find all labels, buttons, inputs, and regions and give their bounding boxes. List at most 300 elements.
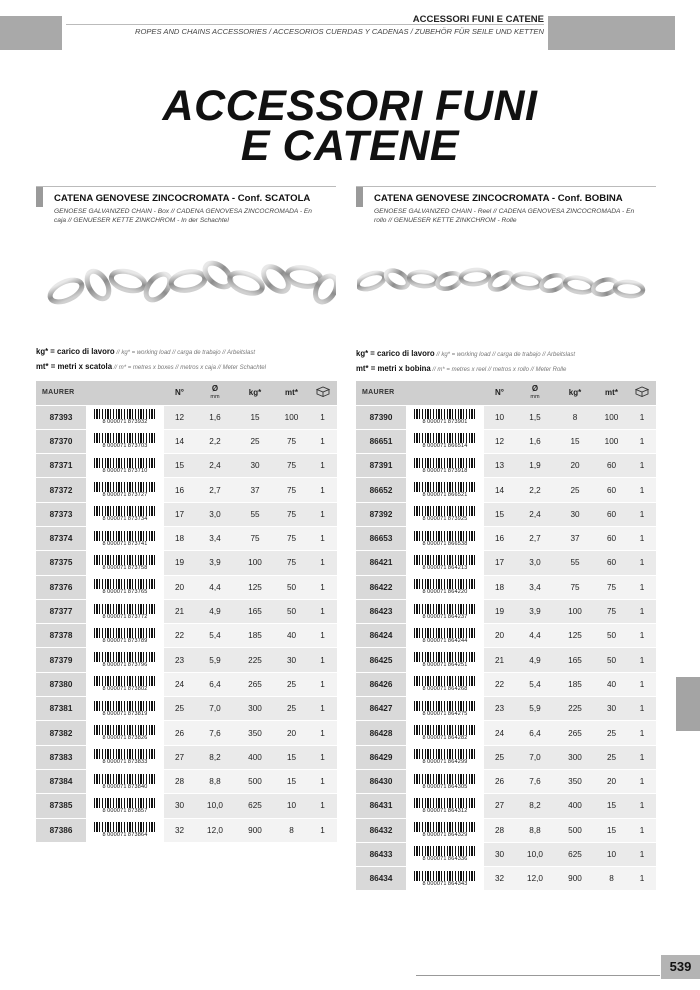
chain-number: 16 [164,478,195,502]
chain-number: 22 [484,672,515,696]
barcode-cell [86,526,164,550]
barcode-cell [86,624,164,648]
legend-kg-translation: // kg* = working load // carga de trabajo // Arbeitslast [114,350,256,356]
working-load-kg: 15 [555,429,595,453]
pack-quantity: 1 [308,818,337,842]
chain-number: 12 [164,405,195,429]
chain-image-reel [357,255,653,311]
diameter-mm: 10,0 [195,794,235,818]
chain-number: 21 [164,599,195,623]
table-row [356,842,656,866]
length-metres: 75 [275,551,308,575]
length-metres: 15 [595,818,628,842]
chain-number: 17 [484,551,515,575]
chain-number: 32 [484,867,515,891]
pack-quantity: 1 [628,478,656,502]
barcode-image [94,531,156,541]
chain-number: 12 [484,429,515,453]
barcode-cell [86,721,164,745]
article-code: 86424 [356,624,406,648]
table-row [356,478,656,502]
barcode-image [414,409,476,419]
legend-box [36,345,266,375]
barcode-cell [406,575,484,599]
table-row [356,551,656,575]
brand-logo: MAURER [362,389,395,397]
barcode-number: 8 000071 873833 [102,759,148,766]
article-code: 87385 [36,794,86,818]
barcode-number: 8 000071 873901 [422,419,468,426]
pack-quantity: 1 [308,721,337,745]
chain-number: 23 [164,648,195,672]
pack-quantity: 1 [628,575,656,599]
barcode-cell [406,769,484,793]
barcode-image [414,676,476,686]
col-load: kg* [555,381,595,405]
section-reel-head [356,186,656,207]
barcode-cell [406,551,484,575]
length-metres: 50 [595,648,628,672]
barcode-cell [406,721,484,745]
working-load-kg: 400 [555,794,595,818]
article-code: 86426 [356,672,406,696]
article-code: 86427 [356,697,406,721]
legend-mt-label: mt* = metri x scatola [36,362,113,371]
barcode-image [94,579,156,589]
pack-quantity: 1 [628,599,656,623]
col-diameter [515,381,555,405]
diameter-mm: 1,5 [515,405,555,429]
barcode-number: 8 000071 873796 [102,662,148,669]
chain-number: 25 [164,697,195,721]
diameter-mm: 12,0 [195,818,235,842]
length-metres: 40 [595,672,628,696]
pack-quantity: 1 [308,697,337,721]
length-metres: 75 [275,454,308,478]
barcode-image [94,701,156,711]
table-row [36,526,337,550]
diameter-mm: 7,6 [195,721,235,745]
diameter-mm: 5,4 [195,624,235,648]
chain-number: 30 [484,842,515,866]
pack-quantity: 1 [628,405,656,429]
pack-quantity: 1 [628,526,656,550]
table-row [36,648,337,672]
barcode-image [414,725,476,735]
chain-number: 32 [164,818,195,842]
length-metres: 15 [595,794,628,818]
diameter-mm: 4,9 [195,599,235,623]
length-metres: 8 [595,867,628,891]
pack-quantity: 1 [628,721,656,745]
table-row [356,454,656,478]
table-row [36,818,337,842]
pack-quantity: 1 [308,454,337,478]
table-row [356,794,656,818]
working-load-kg: 125 [555,624,595,648]
diameter-mm: 3,0 [515,551,555,575]
chain-number: 27 [484,794,515,818]
article-code: 86432 [356,818,406,842]
article-code: 86653 [356,526,406,550]
diameter-mm: 5,4 [515,672,555,696]
barcode-cell [86,599,164,623]
barcode-cell [86,575,164,599]
barcode-number: 8 000071 864268 [422,686,468,693]
barcode-number: 8 000071 873864 [102,832,148,839]
barcode-image [414,774,476,784]
table-row [36,478,337,502]
working-load-kg: 30 [555,502,595,526]
chain-number: 28 [484,818,515,842]
barcode-cell [86,551,164,575]
barcode-image [94,555,156,565]
article-code: 87391 [356,454,406,478]
barcode-number: 8 000071 873840 [102,783,148,790]
table-row [36,769,337,793]
barcode-number: 8 000071 873789 [102,637,148,644]
chain-number: 15 [484,502,515,526]
barcode-image [94,628,156,638]
product-table-box [36,381,337,843]
length-metres: 75 [275,526,308,550]
article-code: 87383 [36,745,86,769]
pack-quantity: 1 [308,502,337,526]
working-load-kg: 100 [235,551,275,575]
working-load-kg: 55 [555,551,595,575]
barcode-number: 8 000071 864299 [422,759,468,766]
barcode-cell [86,697,164,721]
barcode-image [414,531,476,541]
barcode-number: 8 000071 864312 [422,807,468,814]
barcode-number: 8 000071 866538 [422,540,468,547]
brand-logo: MAURER [42,389,75,397]
barcode-image [414,822,476,832]
diameter-mm: 6,4 [515,721,555,745]
chain-number: 13 [484,454,515,478]
article-code: 87381 [36,697,86,721]
legend-reel [356,347,575,377]
pack-quantity: 1 [308,551,337,575]
diameter-mm: 7,0 [195,697,235,721]
chain-number: 23 [484,697,515,721]
barcode-cell [406,599,484,623]
article-code: 87376 [36,575,86,599]
table-row [36,575,337,599]
diameter-mm: 1,6 [515,429,555,453]
barcode-number: 8 000071 864282 [422,735,468,741]
diameter-mm: 1,9 [515,454,555,478]
length-metres: 50 [275,599,308,623]
chain-number: 21 [484,648,515,672]
barcode-cell [86,429,164,453]
barcode-cell [86,794,164,818]
article-code: 86421 [356,551,406,575]
article-code: 86652 [356,478,406,502]
barcode-image [94,774,156,784]
length-metres: 75 [275,502,308,526]
page-title-line2: E CATENE [240,122,460,170]
legend-kg-label: kg* = carico di lavoro [356,349,435,358]
table-row [356,575,656,599]
diameter-mm: 2,4 [515,502,555,526]
article-code: 87373 [36,502,86,526]
barcode-image [414,846,476,856]
article-code: 87382 [36,721,86,745]
diameter-mm: 3,9 [195,551,235,575]
article-code: 87392 [356,502,406,526]
section-side-tab [676,677,700,731]
chain-number: 20 [164,575,195,599]
box-icon [635,386,649,397]
diameter-mm: 3,4 [515,575,555,599]
length-metres: 25 [595,721,628,745]
barcode-cell [406,648,484,672]
table-row [36,599,337,623]
diameter-mm: 5,9 [515,697,555,721]
article-code: 87393 [36,405,86,429]
barcode-number: 8 000071 873710 [102,467,148,474]
barcode-image [94,652,156,662]
length-metres: 30 [275,648,308,672]
pack-quantity: 1 [628,672,656,696]
article-code: 86430 [356,769,406,793]
pack-quantity: 1 [308,745,337,769]
diameter-mm: 12,0 [515,867,555,891]
barcode-number: 8 000071 864237 [422,613,468,620]
working-load-kg: 25 [235,429,275,453]
article-code: 86429 [356,745,406,769]
barcode-number: 8 000071 864336 [422,856,468,863]
barcode-number: 8 000071 873727 [102,492,148,499]
barcode-number: 8 000071 873802 [102,686,148,693]
article-code: 87378 [36,624,86,648]
pack-quantity: 1 [628,648,656,672]
barcode-cell [406,818,484,842]
page-number: 539 [661,955,700,979]
barcode-image [414,555,476,565]
barcode-number: 8 000071 873734 [102,516,148,523]
length-metres: 60 [595,551,628,575]
barcode-image [414,579,476,589]
barcode-image [414,433,476,443]
barcode-number: 8 000071 864251 [422,662,468,669]
barcode-image [94,725,156,735]
working-load-kg: 25 [555,478,595,502]
length-metres: 100 [275,405,308,429]
barcode-image [94,676,156,686]
barcode-cell [86,502,164,526]
barcode-number: 8 000071 864343 [422,880,468,887]
barcode-number: 8 000071 864213 [422,564,468,571]
table-header-row [356,381,656,405]
working-load-kg: 900 [555,867,595,891]
pack-quantity: 1 [628,818,656,842]
chain-number: 15 [164,454,195,478]
working-load-kg: 75 [555,575,595,599]
working-load-kg: 900 [235,818,275,842]
pack-quantity: 1 [628,454,656,478]
article-code: 86433 [356,842,406,866]
barcode-number: 8 000071 866514 [422,443,468,450]
barcode-cell [406,526,484,550]
working-load-kg: 225 [235,648,275,672]
article-code: 87377 [36,599,86,623]
working-load-kg: 500 [235,769,275,793]
barcode-image [94,409,156,419]
col-number: N° [164,381,195,405]
footer-rule [416,975,660,976]
pack-quantity: 1 [628,794,656,818]
article-code: 87384 [36,769,86,793]
table-row [356,502,656,526]
working-load-kg: 37 [555,526,595,550]
table-row [36,454,337,478]
barcode-number: 8 000071 873819 [102,710,148,717]
article-code: 87372 [36,478,86,502]
length-metres: 10 [275,794,308,818]
table-row [36,721,337,745]
diameter-mm: 8,8 [515,818,555,842]
barcode-cell [86,648,164,672]
diameter-mm: 4,9 [515,648,555,672]
table-row [36,429,337,453]
barcode-cell [406,794,484,818]
barcode-image [414,749,476,759]
barcode-cell [86,672,164,696]
article-code: 86434 [356,867,406,891]
section-reel [356,186,656,225]
product-table-reel [356,381,656,891]
diameter-mm: 7,6 [515,769,555,793]
barcode-number: 8 000071 873703 [102,443,148,450]
chain-number: 22 [164,624,195,648]
table-row [36,672,337,696]
working-load-kg: 265 [235,672,275,696]
barcode-number: 8 000071 873826 [102,735,148,741]
chain-number: 10 [484,405,515,429]
barcode-image [414,798,476,808]
barcode-cell [406,672,484,696]
article-code: 87379 [36,648,86,672]
barcode-cell [86,405,164,429]
working-load-kg: 75 [235,526,275,550]
col-metres: mt* [595,381,628,405]
diameter-mm: 1,6 [195,405,235,429]
working-load-kg: 225 [555,697,595,721]
article-code: 86651 [356,429,406,453]
chain-image-box [46,255,336,311]
diameter-mm: 8,8 [195,769,235,793]
table-row [36,405,337,429]
length-metres: 20 [275,721,308,745]
article-code: 86431 [356,794,406,818]
length-metres: 40 [275,624,308,648]
section-reel-title: CATENA GENOVESE ZINCOCROMATA - Conf. BOBINA [374,193,623,204]
page-title-line1: ACCESSORI FUNI [162,82,538,130]
article-code: 87386 [36,818,86,842]
barcode-image [414,458,476,468]
pack-quantity: 1 [308,648,337,672]
working-load-kg: 165 [555,648,595,672]
barcode-image [94,458,156,468]
chain-number: 20 [484,624,515,648]
article-code: 87370 [36,429,86,453]
barcode-cell [86,454,164,478]
box-icon [316,386,330,397]
diameter-unit: mm [210,393,220,400]
barcode-cell [86,478,164,502]
table-row [356,526,656,550]
article-code: 86422 [356,575,406,599]
barcode-image [94,482,156,492]
diameter-mm: 3,9 [515,599,555,623]
table-row [356,599,656,623]
table-header-row [36,381,337,405]
pack-quantity: 1 [628,697,656,721]
length-metres: 25 [275,672,308,696]
section-box [36,186,336,225]
working-load-kg: 350 [235,721,275,745]
barcode-number: 8 000071 873772 [102,613,148,620]
length-metres: 25 [595,745,628,769]
barcode-cell [86,818,164,842]
diameter-mm: 2,2 [515,478,555,502]
barcode-cell [86,745,164,769]
length-metres: 30 [595,697,628,721]
pack-quantity: 1 [308,429,337,453]
working-load-kg: 400 [235,745,275,769]
article-code: 86423 [356,599,406,623]
working-load-kg: 500 [555,818,595,842]
section-reel-desc: GENOESE GALVANIZED CHAIN - Reel // CADENA GENOVESA ZINCOCROMADA - En rollo // GENUESER KETTE ZINKCHROM - Rolle [374,208,635,224]
section-marker [356,187,363,207]
barcode-cell [406,697,484,721]
diameter-mm: 2,2 [195,429,235,453]
working-load-kg: 37 [235,478,275,502]
pack-quantity: 1 [308,672,337,696]
chain-number: 24 [164,672,195,696]
article-code: 87390 [356,405,406,429]
table-row [356,672,656,696]
barcode-number: 8 000071 873857 [102,807,148,814]
length-metres: 25 [275,697,308,721]
pack-quantity: 1 [308,575,337,599]
length-metres: 100 [595,429,628,453]
length-metres: 10 [595,842,628,866]
page-title [0,82,700,170]
working-load-kg: 625 [235,794,275,818]
barcode-image [94,433,156,443]
section-box-desc: GENOESE GALVANIZED CHAIN - Box // CADENA GENOVESA ZINCOCROMADA - En caja // GENUESER KETTE ZINKCHROM - In der Schachtel [54,208,312,224]
barcode-cell [406,867,484,891]
working-load-kg: 55 [235,502,275,526]
barcode-cell [406,624,484,648]
article-code: 86428 [356,721,406,745]
chain-number: 26 [484,769,515,793]
col-number: N° [484,381,515,405]
chain-number: 24 [484,721,515,745]
barcode-number: 8 000071 864275 [422,710,468,717]
barcode-number: 8 000071 873758 [102,564,148,571]
pack-quantity: 1 [628,842,656,866]
table-row [356,769,656,793]
legend-kg-translation: // kg* = working load // carga de trabajo // Arbeitslast [434,352,576,358]
barcode-cell [86,769,164,793]
chain-number: 14 [164,429,195,453]
table-row [356,745,656,769]
length-metres: 75 [595,599,628,623]
